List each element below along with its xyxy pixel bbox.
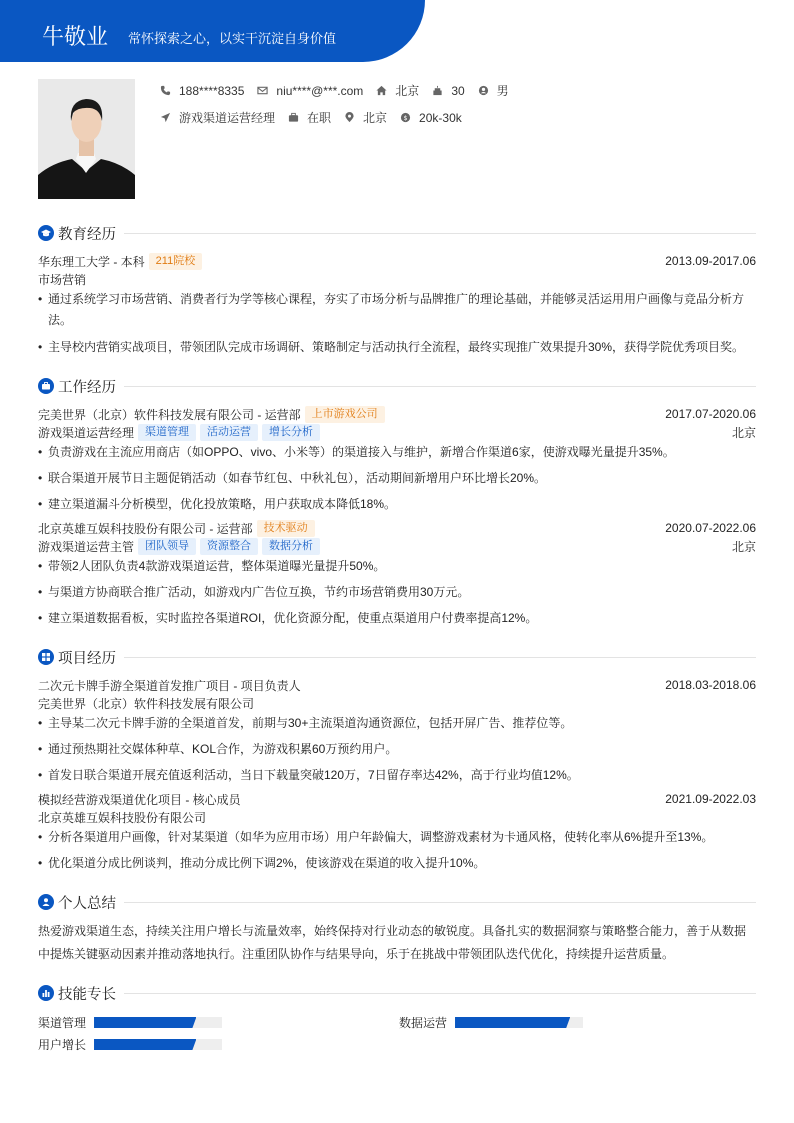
home-text: 北京 bbox=[395, 84, 420, 98]
skill-tag: 团队领导 bbox=[138, 538, 196, 555]
summary-section-header bbox=[38, 892, 756, 912]
project-name: 二次元卡牌手游全渠道首发推广项目 - 项目负责人 bbox=[38, 678, 301, 693]
age-text: 30 bbox=[451, 83, 465, 98]
skill-bar bbox=[455, 1017, 583, 1028]
skill-bar bbox=[94, 1017, 222, 1028]
skill-name: 数据运营 bbox=[399, 1016, 448, 1030]
location-pin-icon bbox=[344, 112, 355, 123]
salary-text: 20k-30k bbox=[419, 110, 462, 125]
avatar-photo bbox=[38, 79, 135, 199]
project-company-row bbox=[38, 694, 756, 712]
skill-bar-fill bbox=[455, 1017, 570, 1028]
email-item bbox=[257, 84, 363, 98]
company-name: 北京英雄互娱科技股份有限公司 - 运营部 bbox=[38, 521, 253, 536]
work-bullet: • 与渠道方协商联合推广活动，如游戏内广告位互换，节约市场营销费用30万元。 bbox=[38, 582, 760, 603]
briefcase-icon bbox=[38, 378, 54, 394]
work-bullet: • 建立渠道漏斗分析模型，优化投放策略，用户获取成本降低18%。 bbox=[38, 494, 760, 515]
work-city: 北京 bbox=[731, 539, 756, 554]
project-bullet: • 分析各渠道用户画像，针对某渠道（如华为应用市场）用户年龄偏大，调整游戏素材为卡通风格，使转化率从6%提升至13%。 bbox=[38, 827, 760, 848]
bar-chart-icon bbox=[38, 985, 54, 1001]
education-bullet: • 通过系统学习市场营销、消费者行为学等核心课程，夯实了市场分析与品牌推广的理论基础，并能够灵活运用用户画像与竞品分析方法。 bbox=[38, 289, 760, 331]
skill-name: 渠道管理 bbox=[38, 1016, 87, 1030]
skill-item bbox=[38, 1036, 222, 1053]
job-title: 游戏渠道运营经理 bbox=[38, 425, 135, 440]
skill-item bbox=[38, 1014, 222, 1031]
work-bullet: • 联合渠道开展节日主题促销活动（如春节红包、中秋礼包），活动期间新增用户环比增长20%。 bbox=[38, 468, 760, 489]
home-item bbox=[376, 82, 419, 99]
work-date: 2017.07-2020.06 bbox=[665, 407, 756, 421]
school-tag: 211院校 bbox=[149, 253, 203, 270]
status-item bbox=[288, 109, 331, 126]
major-name: 市场营销 bbox=[38, 272, 87, 287]
position-text: 游戏渠道运营经理 bbox=[179, 111, 276, 125]
skills-section-header bbox=[38, 983, 756, 1003]
skill-tag: 资源整合 bbox=[200, 538, 258, 555]
cake-icon bbox=[432, 85, 443, 96]
job-intent-row bbox=[160, 109, 475, 126]
project-date: 2018.03-2018.06 bbox=[665, 678, 756, 692]
skill-tag: 增长分析 bbox=[262, 424, 320, 441]
project-bullet: • 优化渠道分成比例谈判，推动分成比例下调2%，使该游戏在渠道的收入提升10%。 bbox=[38, 853, 760, 874]
graduation-cap-icon bbox=[38, 225, 54, 241]
grid-icon bbox=[38, 649, 54, 665]
project-bullet: • 通过预热期社交媒体种草、KOL合作，为游戏积累60万预约用户。 bbox=[38, 739, 760, 760]
briefcase-icon bbox=[288, 112, 299, 123]
education-major-row bbox=[38, 270, 756, 288]
email-text: niu****@***.com bbox=[276, 83, 364, 98]
project-name: 模拟经营游戏渠道优化项目 - 核心成员 bbox=[38, 792, 241, 807]
summary-text: 热爱游戏渠道生态，持续关注用户增长与流量效率，始终保持对行业动态的敏锐度。具备扎实的数据洞察与策略整合能力，善于从数据中提炼关键驱动因素并推动落地执行。注重团队协作与结果导向，乐于在挑战中带领团队迭代优化，持续提升运营质量。 bbox=[38, 924, 747, 961]
job-title: 游戏渠道运营主管 bbox=[38, 539, 135, 554]
phone-text: 188****8335 bbox=[179, 83, 245, 98]
send-icon bbox=[160, 112, 171, 123]
project-name-row bbox=[38, 790, 756, 808]
section-divider bbox=[124, 657, 756, 658]
skill-bar bbox=[94, 1039, 222, 1050]
school-name: 华东理工大学 - 本科 bbox=[38, 254, 145, 269]
user-circle-icon bbox=[478, 85, 489, 96]
work-date: 2020.07-2022.06 bbox=[665, 521, 756, 535]
skills-title: 技能专长 bbox=[58, 986, 116, 1003]
work-bullet: • 负责游戏在主流应用商店（如OPPO、vivo、小米等）的渠道接入与维护，新增合作渠道6家，使游戏曝光量提升35%。 bbox=[38, 442, 760, 463]
salary-item bbox=[400, 111, 462, 125]
work-bullet: • 带领2人团队负责4款游戏渠道运营，整体渠道曝光量提升50%。 bbox=[38, 556, 760, 577]
project-company: 北京英雄互娱科技股份有限公司 bbox=[38, 810, 207, 825]
money-icon bbox=[400, 112, 411, 123]
work-company-row bbox=[38, 519, 756, 537]
project-company: 完美世界（北京）软件科技发展有限公司 bbox=[38, 696, 255, 711]
skill-bar-fill bbox=[94, 1039, 196, 1050]
city-text: 北京 bbox=[363, 111, 388, 125]
education-date: 2013.09-2017.06 bbox=[665, 254, 756, 268]
education-title: 教育经历 bbox=[58, 226, 116, 243]
skill-tag: 活动运营 bbox=[200, 424, 258, 441]
phone-item bbox=[160, 84, 244, 98]
work-company-row bbox=[38, 405, 756, 423]
project-name-row bbox=[38, 676, 756, 694]
work-section-header bbox=[38, 376, 756, 396]
svg-text:$: $ bbox=[403, 113, 408, 122]
section-divider bbox=[124, 386, 756, 387]
section-divider bbox=[124, 902, 756, 903]
project-bullet: • 主导某二次元卡牌手游的全渠道首发，前期与30+主流渠道沟通资源位，包括开屏广告、推荐位等。 bbox=[38, 713, 760, 734]
age-item bbox=[432, 84, 464, 98]
work-title-row bbox=[38, 423, 756, 441]
city-item bbox=[344, 109, 387, 126]
candidate-motto: 常怀探索之心，以实干沉淀自身价值 bbox=[128, 31, 337, 46]
education-bullet: • 主导校内营销实战项目，带领团队完成市场调研、策略制定与活动执行全流程，最终实现推广效果提升30%，获得学院优秀项目奖。 bbox=[38, 337, 760, 358]
company-tag: 技术驱动 bbox=[257, 520, 315, 537]
user-icon bbox=[38, 894, 54, 910]
phone-icon bbox=[160, 85, 171, 96]
project-bullet: • 首发日联合渠道开展充值返利活动，当日下载量突破120万，7日留存率达42%，高于行业均值12%。 bbox=[38, 765, 760, 786]
summary-title: 个人总结 bbox=[58, 895, 116, 912]
gender-item bbox=[478, 82, 509, 99]
status-text: 在职 bbox=[307, 111, 332, 125]
work-title-row bbox=[38, 537, 756, 555]
project-date: 2021.09-2022.03 bbox=[665, 792, 756, 806]
section-divider bbox=[124, 233, 756, 234]
company-name: 完美世界（北京）软件科技发展有限公司 - 运营部 bbox=[38, 407, 301, 422]
skill-name: 用户增长 bbox=[38, 1038, 87, 1052]
work-city: 北京 bbox=[731, 425, 756, 440]
mail-icon bbox=[257, 85, 268, 96]
work-title: 工作经历 bbox=[58, 379, 116, 396]
skill-tag: 数据分析 bbox=[262, 538, 320, 555]
candidate-name: 牛敬业 bbox=[42, 24, 109, 49]
skill-item bbox=[399, 1014, 583, 1031]
work-bullet: • 建立渠道数据看板，实时监控各渠道ROI，优化资源分配，使重点渠道用户付费率提高12%。 bbox=[38, 608, 760, 629]
gender-text: 男 bbox=[496, 84, 509, 98]
home-icon bbox=[376, 85, 387, 96]
skill-bar-fill bbox=[94, 1017, 196, 1028]
contact-row bbox=[160, 82, 522, 99]
project-title: 项目经历 bbox=[58, 650, 116, 667]
section-divider bbox=[124, 993, 756, 994]
project-company-row bbox=[38, 808, 756, 826]
education-section-header bbox=[38, 223, 756, 243]
skill-tag: 渠道管理 bbox=[138, 424, 196, 441]
company-tag: 上市游戏公司 bbox=[305, 406, 385, 423]
project-section-header bbox=[38, 647, 756, 667]
education-school-row bbox=[38, 252, 756, 270]
position-item bbox=[160, 109, 275, 126]
header-banner bbox=[0, 0, 425, 62]
